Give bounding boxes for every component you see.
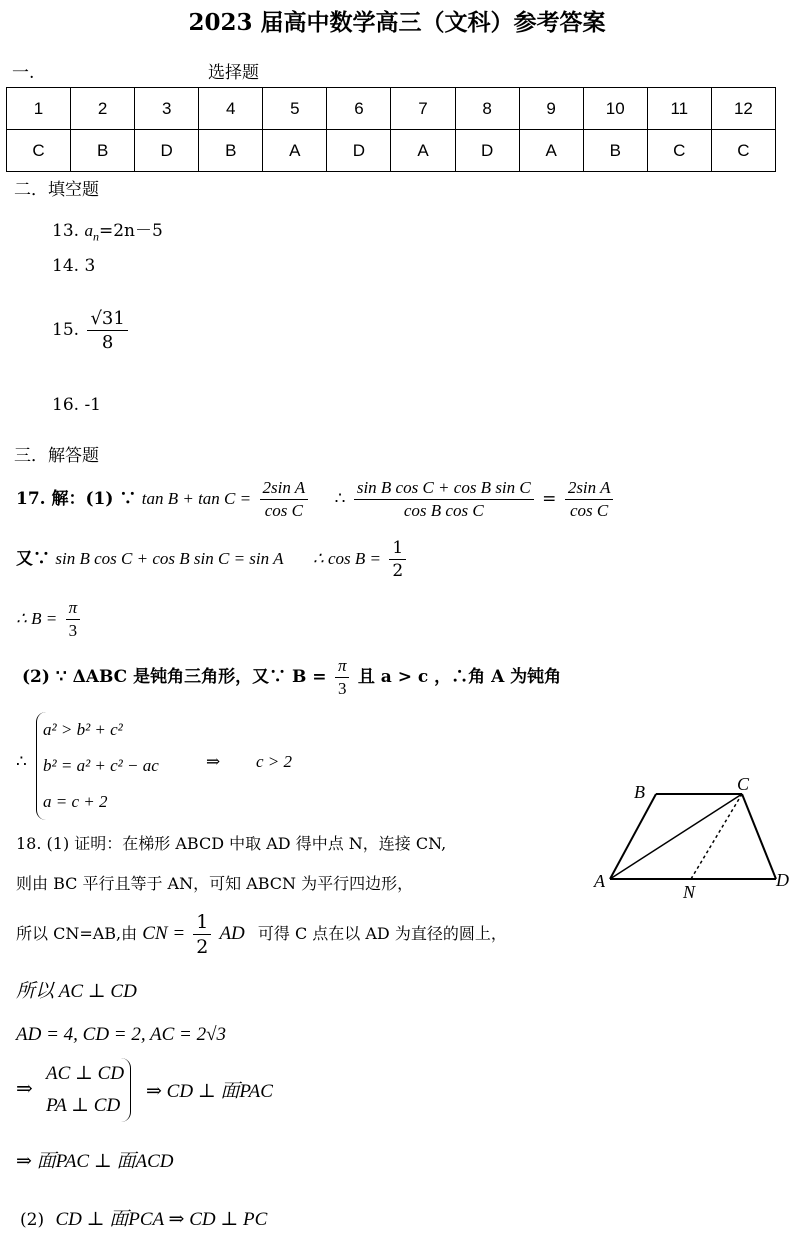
answer-13-lhs: a (84, 221, 93, 240)
choice-answer-table (6, 87, 776, 172)
label-n: N (683, 882, 696, 902)
q18-implication-arrow: ⇒ (16, 1076, 33, 1100)
label-c: C (737, 774, 750, 794)
table-cell: 11 (647, 88, 711, 130)
q18-line3 (16, 911, 507, 958)
q18-line4: 所以 AC ⊥ CD (16, 981, 137, 1002)
q17-part2-num: π (335, 656, 350, 678)
q17-line2-den: 2 (392, 561, 404, 581)
table-cell: 8 (455, 88, 519, 130)
q17-eq1-lhs: tan B + tan C = (141, 489, 252, 508)
q17-line2-res: ∴ cos B = (312, 549, 381, 568)
answer-13-num: 13. (52, 221, 80, 241)
edge-cd (742, 794, 776, 879)
table-cell: 3 (135, 88, 199, 130)
q17-head: 17. 解：(1) ∵ (16, 489, 137, 509)
table-cell: B (71, 130, 135, 172)
answer-13-rhs: =2n－5 (98, 221, 163, 241)
q17-eq2-rnum: 2sin A (565, 478, 614, 500)
q18-implication-result: ⇒ CD ⊥ 面PAC (146, 1081, 273, 1102)
q17-system-result: c > 2 (256, 752, 293, 771)
q17-part2 (22, 656, 561, 699)
q17-line1 (16, 478, 616, 521)
q17-line3-pre: ∴ B = (16, 609, 58, 628)
section1-number: 一. (12, 63, 35, 83)
section2-label: 二．填空题 (14, 180, 99, 200)
table-cell: 6 (327, 88, 391, 130)
q17-line2-pre: 又∵ (16, 549, 50, 569)
q18-line8-pre: (2) (20, 1210, 45, 1230)
section1-label: 选择题 (208, 63, 259, 83)
q18-implication-row2: PA ⊥ CD (46, 1095, 121, 1116)
q17-line2-num: 1 (389, 538, 406, 560)
table-cell: 2 (71, 88, 135, 130)
table-cell: A (519, 130, 583, 172)
answer-15-num: 15. (52, 320, 80, 340)
q17-system-row1: a² > b² + c² (43, 720, 123, 739)
answer-13-sub: n (92, 229, 99, 244)
q18-line7: ⇒ 面PAC ⊥ 面ACD (16, 1151, 174, 1172)
q18-implication-row1: AC ⊥ CD (46, 1063, 125, 1084)
table-cell: 10 (583, 88, 647, 130)
q18-line3-ad: AD (219, 923, 245, 944)
table-cell: 7 (391, 88, 455, 130)
q18-line3-pre: 所以 CN=AB,由 (16, 924, 138, 943)
q17-eq2-eq: = (542, 489, 557, 509)
section3-label: 三．解答题 (14, 446, 99, 466)
table-cell: 12 (711, 88, 775, 130)
q17-eq1-den: cos C (264, 501, 303, 520)
answer-15-numerator: √31 (87, 308, 127, 331)
answer-13 (52, 216, 163, 244)
q17-therefore: ∴ (334, 489, 346, 509)
table-cell: D (135, 130, 199, 172)
table-cell: B (583, 130, 647, 172)
table-cell: C (647, 130, 711, 172)
table-cell: D (455, 130, 519, 172)
q17-eq2-rden: cos C (570, 501, 609, 520)
q17-eq1-num: 2sin A (260, 478, 309, 500)
diagonal-ac (610, 794, 742, 879)
answer-16: 16. -1 (52, 395, 101, 415)
page-title: 2023 届高中数学高三（文科）参考答案 (188, 9, 606, 36)
q18-line2: 则由 BC 平行且等于 AN，可知 ABCN 为平行四边形， (16, 874, 414, 893)
q18-line3-post: 可得 C 点在以 AD 为直径的圆上， (257, 924, 507, 943)
answer-14: 14. 3 (52, 256, 96, 276)
q18-line3-num: 1 (193, 911, 211, 935)
q17-system-arrow: ⇒ (206, 752, 221, 772)
q18-line3-den: 2 (196, 936, 209, 958)
q17-eq2-den: cos B cos C (403, 501, 484, 520)
table-cell: A (263, 130, 327, 172)
q18-implication-brace (46, 1058, 131, 1122)
table-row-answers (7, 130, 776, 172)
q17-part2-b: 且 a > c ，∴角 A 为钝角 (357, 667, 562, 687)
label-a: A (594, 871, 605, 891)
table-cell: 4 (199, 88, 263, 130)
q17-line3 (16, 598, 83, 641)
q17-system-row3: a = c + 2 (43, 792, 108, 811)
table-cell: 9 (519, 88, 583, 130)
label-d: D (776, 870, 789, 890)
answer-15 (52, 308, 131, 353)
table-cell: C (711, 130, 775, 172)
table-cell: 1 (7, 88, 71, 130)
q17-system-row2: b² = a² + c² − ac (43, 756, 159, 775)
answer-15-denominator: 8 (101, 332, 114, 353)
q17-system-pre: ∴ (16, 752, 27, 772)
edge-ab (610, 794, 656, 879)
q18-line8 (20, 1204, 267, 1231)
trapezoid-figure (588, 772, 794, 902)
table-cell: C (7, 130, 71, 172)
table-cell: A (391, 130, 455, 172)
table-cell: 5 (263, 88, 327, 130)
q17-line2-eq: sin B cos C + cos B sin C = sin A (55, 549, 284, 568)
q18-line8-expr: CD ⊥ 面PCA ⇒ CD ⊥ PC (55, 1209, 268, 1230)
q18-line3-eq: CN = (142, 923, 186, 944)
q18-line1: 18. (1) 证明：在梯形 ABCD 中取 AD 得中点 N，连接 CN, (16, 834, 447, 853)
q17-line2 (16, 538, 409, 581)
q17-eq2-num: sin B cos C + cos B sin C (354, 478, 534, 500)
q17-part2-a: (2) ∵ ΔABC 是钝角三角形，又∵ B = (22, 667, 327, 687)
q17-line3-den: 3 (68, 621, 78, 640)
label-b: B (634, 782, 645, 802)
table-cell: B (199, 130, 263, 172)
segment-cn (691, 794, 742, 879)
table-row-numbers (7, 88, 776, 130)
q17-part2-den: 3 (337, 679, 347, 698)
q17-system (36, 712, 159, 820)
table-cell: D (327, 130, 391, 172)
q18-line5: AD = 4, CD = 2, AC = 2√3 (16, 1024, 227, 1045)
q17-line3-num: π (66, 598, 81, 620)
